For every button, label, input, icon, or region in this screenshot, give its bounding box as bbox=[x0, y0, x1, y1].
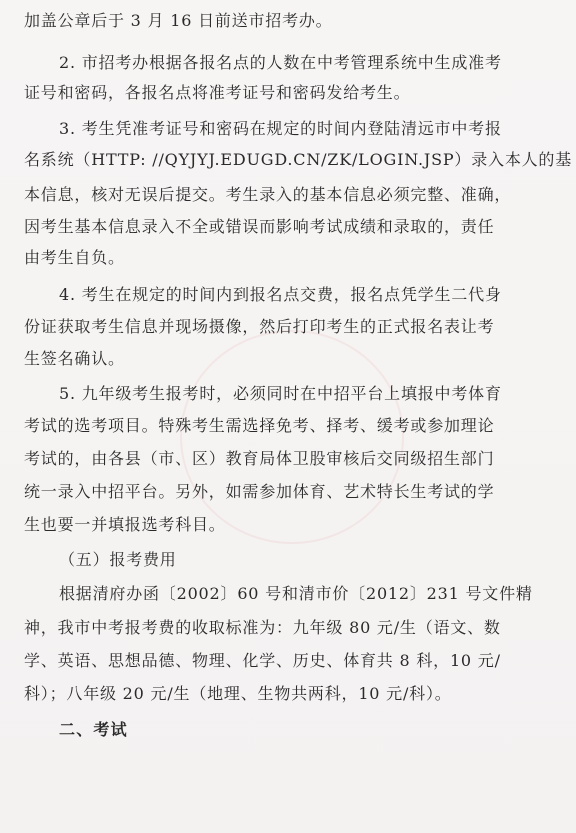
text-line-13: 考试的选考项目。特殊考生需选择免考、择考、缓考或参加理论 bbox=[24, 416, 495, 435]
text-line-7: 因考生基本信息录入不全或错误而影响考试成绩和录取的，责任 bbox=[24, 217, 495, 236]
text-line-11: 生签名确认。 bbox=[24, 349, 125, 368]
text-line-16: 生也要一并填报选考科目。 bbox=[24, 515, 226, 534]
text-line-8: 由考生自负。 bbox=[24, 248, 125, 267]
text-line-15: 统一录入中招平台。另外，如需参加体育、艺术特长生考试的学 bbox=[24, 482, 495, 501]
text-line-20: 学、英语、思想品德、物理、化学、历史、体育共 8 科，10 元/ bbox=[24, 651, 501, 670]
text-line-4: 3. 考生凭准考证号和密码在规定的时间内登陆清远市中考报 bbox=[59, 119, 502, 138]
text-line-14: 考试的，由各县（市、区）教育局体卫股审核后交同级招生部门 bbox=[24, 449, 495, 468]
text-line-5: 名系统（HTTP: //QYJYJ.EDUGD.CN/ZK/LOGIN.JSP）录入本人的基 bbox=[24, 150, 573, 169]
text-line-6: 本信息，核对无误后提交。考生录入的基本信息必须完整、准确， bbox=[24, 185, 512, 204]
text-line-18: 根据清府办函〔2002〕60 号和清市价〔2012〕231 号文件精 bbox=[59, 584, 533, 603]
text-line-9: 4. 考生在规定的时间内到报名点交费，报名点凭学生二代身 bbox=[59, 285, 502, 304]
text-line-1: 加盖公章后于 3 月 16 日前送市招考办。 bbox=[24, 11, 333, 30]
text-line-3: 证号和密码，各报名点将准考证号和密码发给考生。 bbox=[24, 83, 411, 102]
text-line-19: 神，我市中考报考费的收取标准为：九年级 80 元/生（语文、数 bbox=[24, 618, 501, 637]
section-heading-fees: （五）报考费用 bbox=[59, 550, 177, 569]
text-line-21: 科）；八年级 20 元/生（地理、生物共两科，10 元/科）。 bbox=[24, 684, 452, 703]
text-line-10: 份证获取考生信息并现场摄像，然后打印考生的正式报名表让考 bbox=[24, 317, 495, 336]
section-heading-exam: 二、考试 bbox=[59, 720, 128, 739]
text-line-12: 5. 九年级考生报考时，必须同时在中招平台上填报中考体育 bbox=[59, 384, 502, 403]
text-line-2: 2. 市招考办根据各报名点的人数在中考管理系统中生成准考 bbox=[59, 53, 502, 72]
